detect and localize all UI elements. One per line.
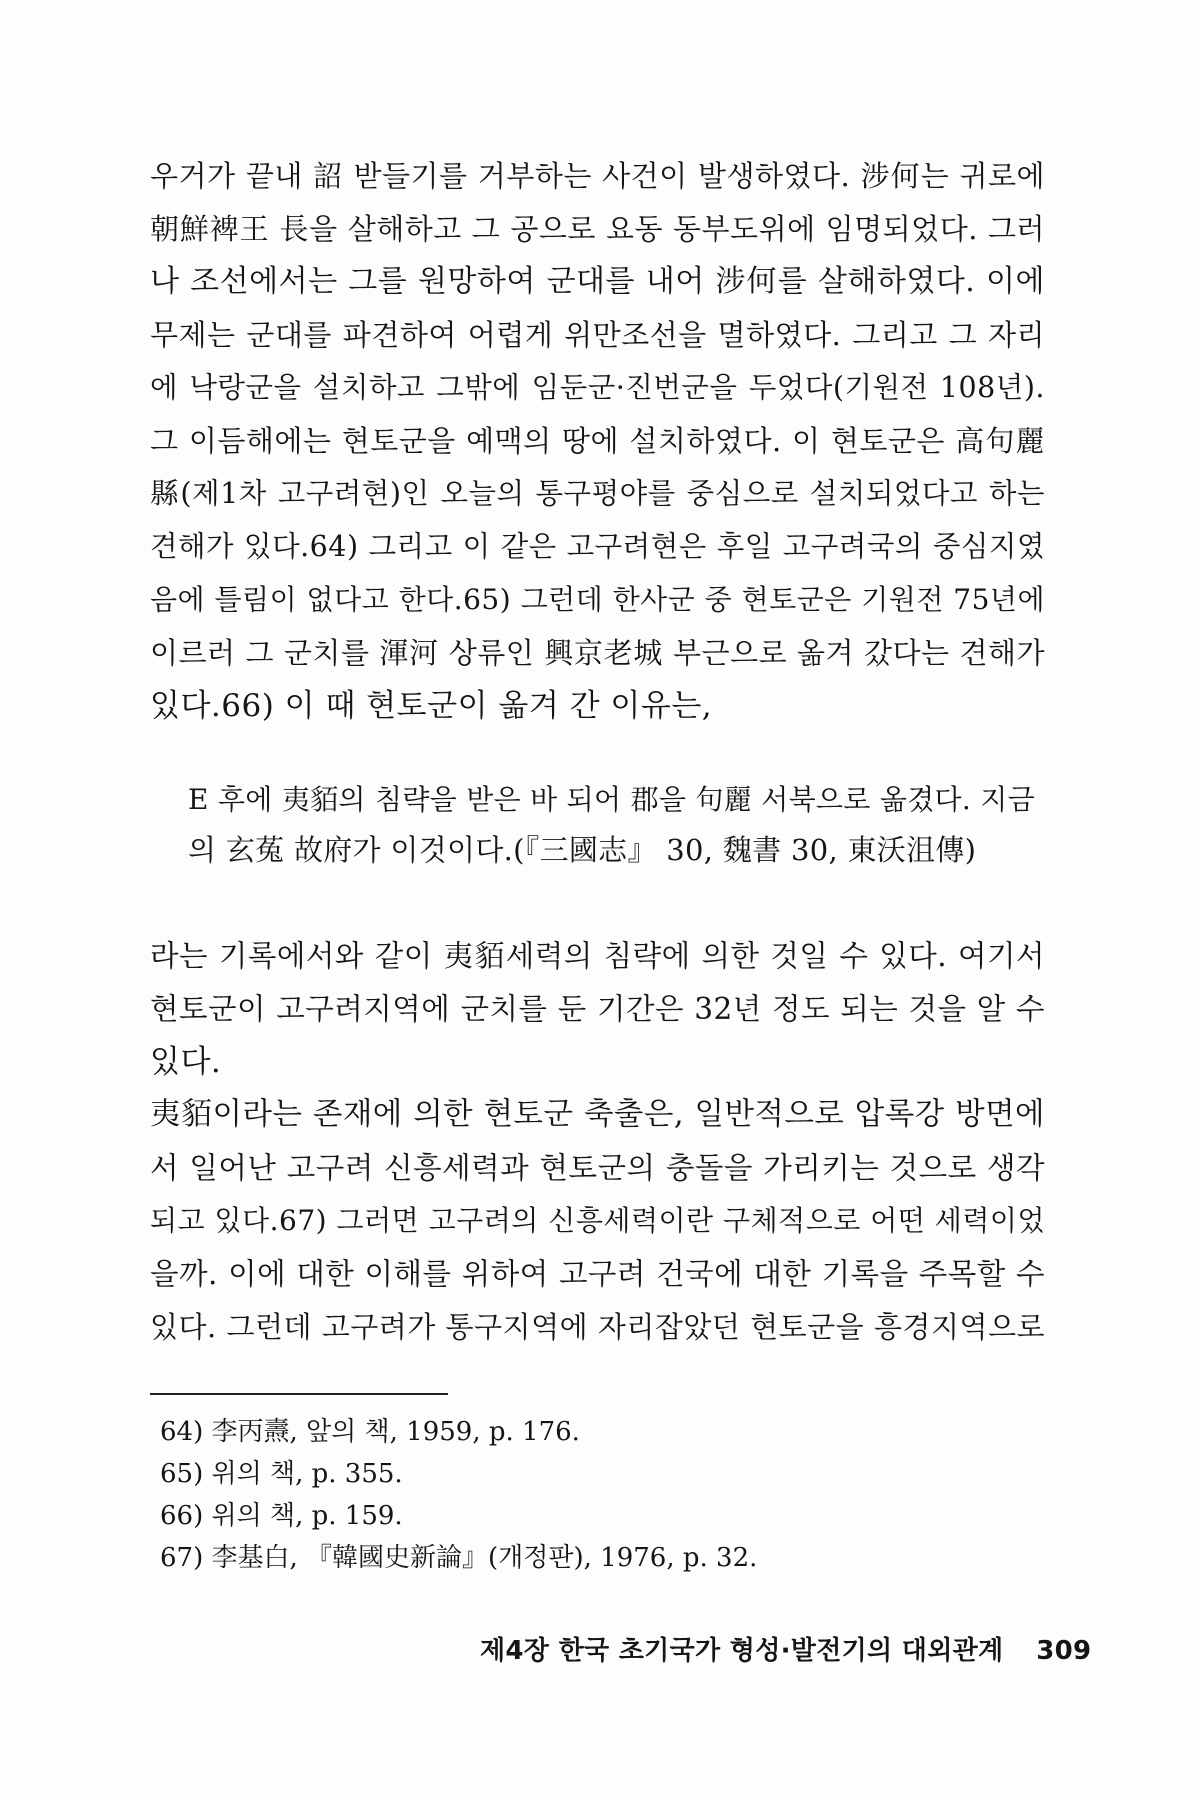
page-number: 309 (1036, 1636, 1092, 1666)
footnote-67: 67) 李基白, 『韓國史新論』(개정판), 1976, p. 32. (160, 1543, 758, 1573)
body-line: 라는 기록에서와 같이 夷貊세력의 침략에 의한 것일 수 있다. 여기서 (150, 939, 1045, 973)
quote-line: E 후에 夷貊의 침략을 받은 바 되어 郡을 句麗 서북으로 옮겼다. 지금 (188, 783, 1035, 816)
body-line: 되고 있다.67) 그러면 고구려의 신흥세력이란 구체적으로 어떤 세력이었 (150, 1204, 1045, 1237)
body-line: 견해가 있다.64) 그리고 이 같은 고구려현은 후일 고구려국의 중심지였 (150, 530, 1045, 563)
body-line: 무제는 군대를 파견하여 어렵게 위만조선을 멸하였다. 그리고 그 자리 (150, 318, 1045, 352)
body-line: 있다.66) 이 때 현토군이 옮겨 간 이유는, (150, 688, 713, 724)
body-line: 그 이듬해에는 현토군을 예맥의 땅에 설치하였다. 이 현토군은 高句麗 (150, 424, 1045, 458)
body-line: 우거가 끝내 詔 받들기를 거부하는 사건이 발생하였다. 涉何는 귀로에 (150, 159, 1045, 193)
body-line: 縣(제1차 고구려현)인 오늘의 통구평야를 중심으로 설치되었다고 하는 (150, 477, 1045, 510)
body-line: 음에 틀림이 없다고 한다.65) 그런데 한사군 중 현토군은 기원전 75년에 (150, 583, 1045, 616)
quote-line: 의 玄菟 故府가 이것이다.(『三國志』 30, 魏書 30, 東沃沮傳) (188, 833, 977, 867)
chapter-title: 제4장 한국 초기국가 형성·발전기의 대외관계 (480, 1636, 1004, 1666)
body-line: 을까. 이에 대한 이해를 위하여 고구려 건국에 대한 기록을 주목할 수 (150, 1257, 1045, 1291)
footnote-64: 64) 李丙燾, 앞의 책, 1959, p. 176. (160, 1417, 580, 1447)
body-line: 있다. (150, 1044, 222, 1080)
footnote-separator (150, 1393, 448, 1395)
body-line: 에 낙랑군을 설치하고 그밖에 임둔군·진번군을 두었다(기원전 108년). (150, 371, 1045, 404)
running-footer (480, 1633, 1092, 1669)
body-line: 이르러 그 군치를 渾河 상류인 興京老城 부근으로 옮겨 갔다는 견해가 (150, 636, 1045, 670)
body-line: 朝鮮裨王 長을 살해하고 그 공으로 요동 동부도위에 임명되었다. 그러 (150, 212, 1045, 246)
footnote-65: 65) 위의 책, p. 355. (160, 1459, 403, 1489)
body-line: 서 일어난 고구려 신흥세력과 현토군의 충돌을 가리키는 것으로 생각 (150, 1151, 1045, 1185)
body-line: 현토군이 고구려지역에 군치를 둔 기간은 32년 정도 되는 것을 알 수 (150, 992, 1045, 1026)
body-line: 夷貊이라는 존재에 의한 현토군 축출은, 일반적으로 압록강 방면에 (150, 1097, 1045, 1132)
footnote-66: 66) 위의 책, p. 159. (160, 1501, 403, 1531)
body-line: 있다. 그런데 고구려가 통구지역에 자리잡았던 현토군을 흥경지역으로 (150, 1310, 1045, 1344)
body-line: 나 조선에서는 그를 원망하여 군대를 내어 涉何를 살해하였다. 이에 (150, 264, 1045, 299)
